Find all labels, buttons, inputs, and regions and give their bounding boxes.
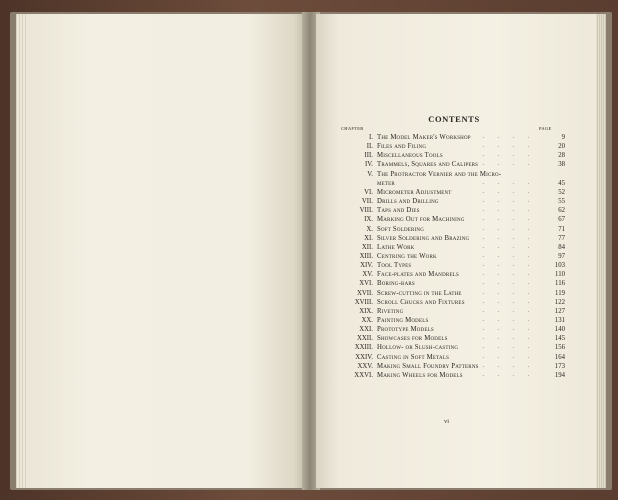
- contents-entry: [339, 252, 569, 261]
- page-number: 116: [555, 280, 565, 288]
- contents-entry: [339, 225, 569, 234]
- page-number: 119: [555, 289, 565, 297]
- chapter-number: XXVI.: [354, 371, 373, 379]
- page-column-header: PAGE: [539, 126, 552, 131]
- chapter-number: XV.: [362, 271, 373, 279]
- chapter-title: Making Wheels for Models: [377, 371, 463, 379]
- chapter-title: Taps and Dies: [377, 207, 420, 215]
- contents-entry: [339, 261, 569, 270]
- contents-entry: [339, 215, 569, 224]
- contents-entry: [339, 142, 569, 151]
- contents-entry: [339, 188, 569, 197]
- page-number: 145: [554, 335, 565, 343]
- chapter-number: XXIII.: [354, 344, 373, 352]
- contents-entry: [339, 270, 569, 279]
- chapter-number: XVI.: [359, 280, 373, 288]
- leader-dots: . . . .: [482, 198, 535, 205]
- page-number: 156: [554, 344, 565, 352]
- chapter-number: XXI.: [359, 326, 373, 334]
- chapter-title: The Protractor Vernier and the Micro-: [377, 170, 502, 178]
- chapter-number: XVIII.: [354, 298, 373, 306]
- chapter-number: XI.: [364, 234, 373, 242]
- leader-dots: . . . .: [482, 216, 535, 223]
- page-number: 84: [558, 243, 565, 251]
- contents-entry: [339, 362, 569, 371]
- page-number: 9: [561, 134, 565, 141]
- chapter-number: XIV.: [360, 262, 373, 270]
- leader-dots: . . . .: [482, 234, 535, 241]
- page-number: 52: [558, 188, 565, 196]
- chapter-number: IV.: [365, 161, 373, 169]
- leader-dots: . . . .: [482, 289, 535, 296]
- leader-dots: . . . .: [482, 271, 535, 278]
- chapter-number: I.: [369, 134, 373, 141]
- chapter-number: X.: [366, 225, 373, 233]
- chapter-title: Showcases for Models: [377, 335, 448, 343]
- contents-entry: [339, 179, 569, 188]
- chapter-title: Tool Types: [377, 262, 412, 270]
- page-number: 20: [558, 143, 565, 151]
- chapter-number: XXIV.: [355, 353, 373, 361]
- page-number: 173: [554, 362, 565, 370]
- chapter-title: Screw-cutting in the Lathe: [377, 289, 462, 297]
- chapter-number: XIII.: [359, 252, 373, 260]
- leader-dots: . . . .: [482, 252, 535, 259]
- chapter-title: Lathe Work: [377, 243, 415, 251]
- contents-entry: [339, 170, 569, 179]
- chapter-number: XIX.: [359, 307, 373, 315]
- chapter-title: Making Small Foundry Patterns: [377, 362, 479, 370]
- chapter-number: V.: [367, 170, 373, 178]
- leader-dots: . . . .: [482, 353, 535, 360]
- contents-entry: [339, 234, 569, 243]
- chapter-title: Painting Models: [377, 317, 429, 324]
- page-number: 110: [555, 271, 565, 279]
- page-number: 131: [554, 317, 565, 324]
- page-number: 38: [558, 161, 565, 169]
- chapter-title: Marking Out for Machining: [377, 216, 465, 224]
- chapter-title: Trammels, Squares and Calipers: [377, 161, 479, 169]
- leader-dots: . . . .: [482, 307, 535, 314]
- leader-dots: . . . .: [482, 298, 535, 305]
- leader-dots: . . . .: [482, 188, 535, 195]
- leader-dots: . . . .: [482, 280, 535, 287]
- chapter-number: VI.: [364, 188, 373, 196]
- contents-entry: [339, 133, 569, 142]
- chapter-number: III.: [364, 152, 373, 160]
- leader-dots: . . . .: [482, 317, 535, 323]
- chapter-number: XXII.: [356, 335, 373, 343]
- chapter-title: Prototype Models: [377, 326, 434, 334]
- contents-title: CONTENTS: [428, 114, 480, 124]
- left-page-blank: [16, 14, 306, 488]
- chapter-title: Drills and Drilling: [377, 198, 439, 206]
- contents-entry: [339, 206, 569, 215]
- page-number: 55: [558, 198, 565, 206]
- leader-dots: . . . .: [482, 243, 535, 250]
- contents-entry: [339, 371, 569, 380]
- chapter-title: Face-plates and Mandrels: [377, 271, 459, 279]
- page-folio: vi: [444, 418, 450, 425]
- chapter-title: meter: [377, 179, 395, 187]
- page-number: 67: [558, 216, 565, 224]
- page-number: 28: [558, 152, 565, 160]
- leader-dots: . . . .: [482, 335, 535, 342]
- chapter-title: Centring the Work: [377, 252, 437, 260]
- chapter-title: Riveting: [377, 307, 404, 315]
- page-number: 122: [554, 298, 565, 306]
- contents-entry: [339, 298, 569, 307]
- leader-dots: . . . .: [482, 225, 535, 232]
- leader-dots: . . . .: [482, 344, 535, 351]
- chapter-number: XVII.: [356, 289, 373, 297]
- contents-entry: [339, 325, 569, 334]
- contents-entry: [339, 197, 569, 206]
- chapter-title: Soft Soldering: [377, 225, 425, 233]
- leader-dots: . . . .: [482, 207, 535, 214]
- chapter-title: Files and Filing: [377, 143, 427, 151]
- contents-entry: [339, 243, 569, 252]
- chapter-title: Scroll Chucks and Fixtures: [377, 298, 465, 306]
- chapter-number: VII.: [361, 198, 373, 206]
- leader-dots: . . . .: [482, 362, 535, 369]
- page-number: 45: [558, 179, 565, 187]
- page-number: 140: [554, 326, 565, 334]
- contents-entry: [339, 307, 569, 316]
- page-number: 71: [558, 225, 565, 233]
- leader-dots: . . . .: [482, 134, 535, 140]
- chapter-number: XII.: [361, 243, 373, 251]
- chapter-number: XXV.: [357, 362, 373, 370]
- chapter-title: Miscellaneous Tools: [377, 152, 443, 160]
- contents-entry: [339, 316, 569, 325]
- leader-dots: . . . .: [482, 143, 535, 150]
- right-page-edges: [596, 14, 606, 488]
- chapter-number: XX.: [361, 317, 373, 324]
- contents-entry: [339, 353, 569, 362]
- left-page-edges: [16, 14, 28, 488]
- page-number: 164: [554, 353, 565, 361]
- chapter-title: Boring-bars: [377, 280, 415, 288]
- page-number: 127: [554, 307, 565, 315]
- chapter-title: Hollow- or Slush-casting: [377, 344, 459, 352]
- chapter-title: Micrometer Adjustment: [377, 188, 452, 196]
- leader-dots: . . . .: [482, 371, 535, 378]
- contents-entry: [339, 289, 569, 298]
- leader-dots: . . . .: [482, 179, 535, 186]
- leader-dots: . . . .: [482, 152, 535, 159]
- chapter-title: Silver Soldering and Brazing: [377, 234, 470, 242]
- contents-entry: [339, 343, 569, 352]
- leader-dots: . . . .: [482, 262, 535, 269]
- chapter-title: The Model Maker's Workshop: [377, 134, 471, 141]
- chapter-number: VIII.: [359, 207, 373, 215]
- page-number: 97: [558, 252, 565, 260]
- contents-entry: [339, 279, 569, 288]
- chapter-number: IX.: [364, 216, 373, 224]
- page-number: 194: [554, 371, 565, 379]
- chapter-number: II.: [366, 143, 373, 151]
- leader-dots: . . . .: [482, 326, 535, 333]
- contents-entry: [339, 151, 569, 160]
- chapter-column-header: CHAPTER: [341, 126, 364, 131]
- page-number: 62: [558, 207, 565, 215]
- page-number: 103: [554, 262, 565, 270]
- page-number: 77: [558, 234, 565, 242]
- chapter-title: Casting in Soft Metals: [377, 353, 450, 361]
- contents-entry: [339, 334, 569, 343]
- leader-dots: . . . .: [482, 161, 535, 168]
- contents-entry: [339, 160, 569, 169]
